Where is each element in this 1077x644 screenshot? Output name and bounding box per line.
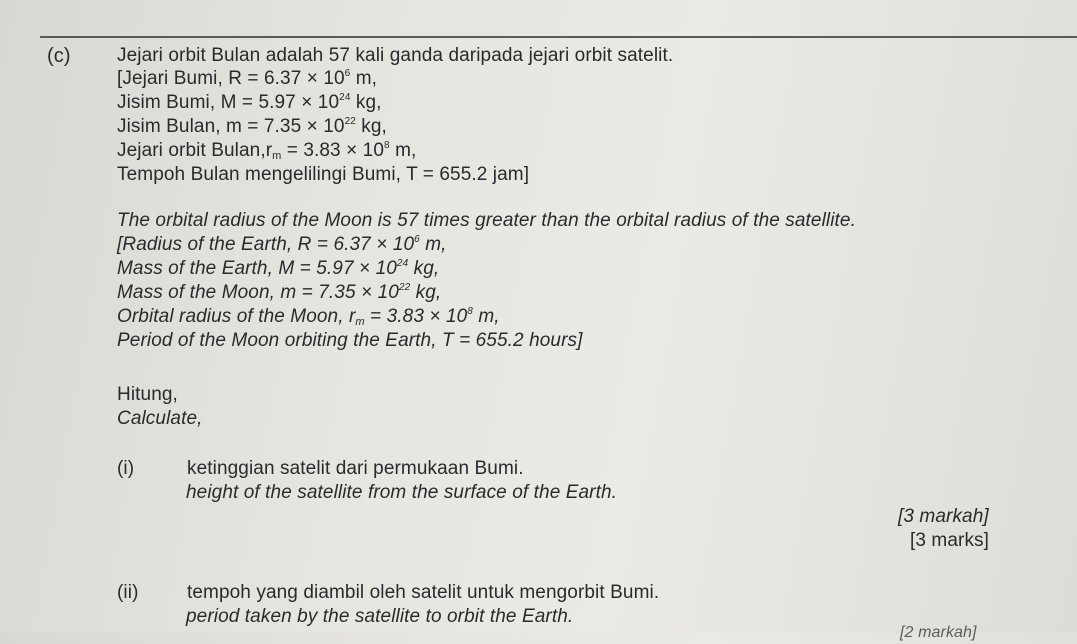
english-moon-mass: Mass of the Moon, $m = 7.35 \times 10^{22}$ kg, xyxy=(117,282,442,303)
part-i-marks-malay: [3 markah] xyxy=(898,506,989,527)
english-intro: The orbital radius of the Moon is 57 times greater than the orbital radius of the satellite. xyxy=(117,210,856,231)
part-ii-malay: tempoh yang diambil oleh satelit untuk mengorbit Bumi. xyxy=(187,582,660,603)
part-i-english: height of the satellite from the surface of the Earth. xyxy=(186,482,618,503)
part-i-marks-english: [3 marks] xyxy=(910,530,990,551)
part-i-malay: ketinggian satelit dari permukaan Bumi. xyxy=(187,458,524,479)
english-moon-period: Period of the Moon orbiting the Earth, T = 655.2 hours] xyxy=(117,330,583,351)
calculate-english: Calculate, xyxy=(117,408,203,429)
malay-moon-orbit-radius: Jejari orbit $Bulan,r_m = 3.83 \times 10^8$ m, xyxy=(117,140,417,162)
english-earth-radius: [Radius of the Earth, $R = 6.37 \times 10^6$ m, xyxy=(117,234,447,255)
malay-moon-period: Tempoh Bulan mengelilingi Bumi, T = 655.2 jam] xyxy=(117,164,530,185)
malay-intro: Jejari orbit Bulan adalah 57 kali ganda daripada jejari orbit satelit. xyxy=(117,45,674,66)
part-i-label: (i) xyxy=(117,458,135,479)
malay-earth-radius: [Jejari Bumi, $R = 6.37 \times 10^6$ m, xyxy=(117,68,378,89)
part-ii-english: period taken by the satellite to orbit the Earth. xyxy=(186,606,574,627)
part-ii-marks-partial: [2 markah] xyxy=(900,624,977,641)
english-moon-orbit-radius: Orbital radius of the Moon, $r_m = 3.83 \times 10^8$ m, xyxy=(117,306,500,328)
top-rule xyxy=(40,36,1077,38)
english-earth-mass: Mass of the Earth, $M = 5.97 \times 10^{24}$ kg, xyxy=(117,258,440,279)
malay-moon-mass: Jisim Bulan, $m = 7.35 \times 10^{22}$ kg, xyxy=(117,116,387,137)
question-label: (c) xyxy=(47,45,71,67)
malay-earth-mass: Jisim Bumi, $M = 5.97 \times 10^{24}$ kg, xyxy=(117,92,382,113)
calculate-malay: Hitung, xyxy=(117,384,178,405)
part-ii-label: (ii) xyxy=(117,582,139,603)
